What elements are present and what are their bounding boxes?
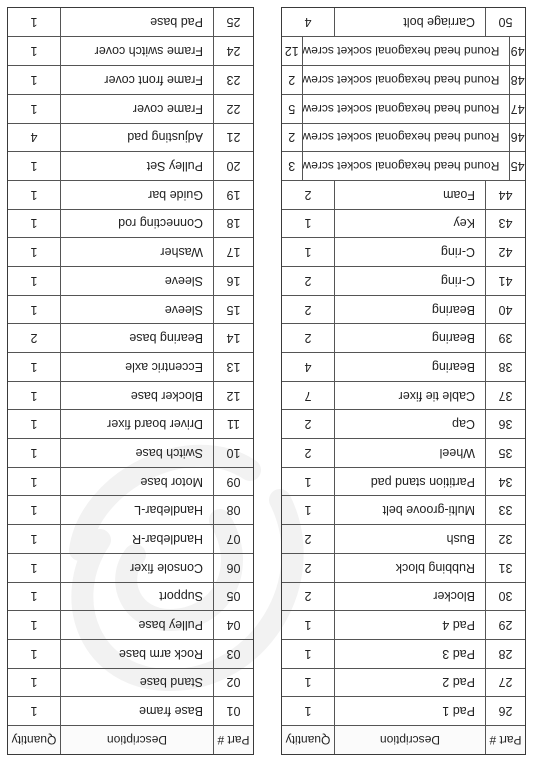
quantity-cell: 1 [304, 474, 312, 489]
description-cell: Round head hexagonal socket screw [302, 152, 510, 180]
table-row [8, 524, 253, 553]
table-body [8, 8, 253, 725]
part-number-cell: 07 [213, 525, 253, 553]
quantity-cell: 1 [30, 388, 38, 403]
table-row [8, 180, 253, 209]
table-row [282, 639, 525, 668]
part-number-cell: 06 [213, 554, 253, 582]
description-cell: Guide bar [60, 181, 213, 209]
quantity-cell: 4 [304, 15, 312, 30]
quantity-cell: 1 [30, 159, 38, 174]
description-cell: Wheel [334, 439, 485, 467]
part-number-cell: 03 [213, 640, 253, 668]
header-description: Description [60, 726, 213, 754]
quantity-cell: 1 [30, 273, 38, 288]
part-number-cell: 30 [485, 583, 525, 611]
part-number-cell: 15 [213, 296, 253, 324]
quantity-cell: 2 [304, 187, 312, 202]
table-row [8, 209, 253, 238]
description-cell: Round head hexagonal socket screw [302, 124, 510, 152]
description-cell: Sleeve [60, 296, 213, 324]
part-number-cell: 34 [485, 468, 525, 496]
description-cell: Bush [334, 525, 485, 553]
quantity-cell: 2 [304, 589, 312, 604]
table-row [8, 151, 253, 180]
table-row [282, 696, 525, 725]
quantity-cell: 1 [30, 417, 38, 432]
description-cell: Handlebar-R [60, 525, 213, 553]
part-number-cell: 21 [213, 124, 253, 152]
quantity-cell: 1 [30, 445, 38, 460]
part-number-cell: 31 [485, 554, 525, 582]
description-cell: Foam [334, 181, 485, 209]
header-quantity: Quantity [285, 733, 331, 747]
quantity-cell: 1 [30, 532, 38, 547]
header-part: Part # [213, 726, 253, 754]
part-number-cell: 49 [509, 38, 525, 66]
table-row [8, 381, 253, 410]
description-cell: Round head hexagonal socket screw [302, 66, 510, 94]
description-cell: Bearing base [60, 324, 213, 352]
part-number-cell: 47 [509, 95, 525, 123]
quantity-cell: 12 [284, 44, 299, 59]
quantity-cell: 2 [304, 445, 312, 460]
quantity-cell: 1 [304, 216, 312, 231]
part-number-cell: 33 [485, 497, 525, 525]
quantity-cell: 1 [30, 73, 38, 88]
description-cell: Pad 1 [334, 697, 485, 725]
table-row [8, 467, 253, 496]
part-number-cell: 11 [213, 410, 253, 438]
header-description: Description [334, 726, 485, 754]
table-row [282, 668, 525, 697]
table-row [282, 151, 525, 180]
table-row [282, 467, 525, 496]
part-number-cell: 48 [509, 66, 525, 94]
part-number-cell: 01 [213, 697, 253, 725]
table-row [282, 180, 525, 209]
part-number-cell: 44 [485, 181, 525, 209]
part-number-cell: 42 [485, 238, 525, 266]
description-cell: Bearing [334, 296, 485, 324]
part-number-cell: 08 [213, 497, 253, 525]
table-row [8, 352, 253, 381]
table-row [282, 496, 525, 525]
parts-table-2 [281, 7, 526, 755]
table-row [8, 582, 253, 611]
part-number-cell: 27 [485, 669, 525, 697]
part-number-cell: 28 [485, 640, 525, 668]
description-cell: Pad 4 [334, 611, 485, 639]
quantity-cell: 1 [30, 101, 38, 116]
description-cell: Cable tie fixer [334, 382, 485, 410]
table-row [8, 266, 253, 295]
part-number-cell: 43 [485, 210, 525, 238]
description-cell: Round head hexagonal socket screw [302, 38, 510, 66]
description-cell: Motor base [60, 468, 213, 496]
description-cell: Key [334, 210, 485, 238]
quantity-cell: 1 [30, 503, 38, 518]
description-cell: Driver board fixer [60, 410, 213, 438]
part-number-cell: 26 [485, 697, 525, 725]
quantity-cell: 1 [30, 675, 38, 690]
quantity-cell: 1 [30, 589, 38, 604]
description-cell: C-ring [334, 238, 485, 266]
quantity-cell: 2 [304, 532, 312, 547]
quantity-cell: 1 [30, 44, 38, 59]
quantity-cell: 1 [304, 503, 312, 518]
part-number-cell: 20 [213, 152, 253, 180]
description-cell: Frame front cover [60, 66, 213, 94]
part-number-cell: 05 [213, 583, 253, 611]
description-cell: Console fixer [60, 554, 213, 582]
description-cell: Rock arm base [60, 640, 213, 668]
table-row [8, 295, 253, 324]
description-cell: Partition stand pad [334, 468, 485, 496]
table-row [8, 94, 253, 123]
table-row [8, 668, 253, 697]
description-cell: Base frame [60, 697, 213, 725]
table-row [282, 409, 525, 438]
part-number-cell: 17 [213, 238, 253, 266]
quantity-cell: 1 [304, 618, 312, 633]
description-cell: Blocker [334, 583, 485, 611]
part-number-cell: 45 [509, 152, 525, 180]
table-row [282, 381, 525, 410]
quantity-cell: 1 [30, 646, 38, 661]
table-row [282, 553, 525, 582]
table-row [282, 94, 525, 123]
header-quantity: Quantity [11, 733, 57, 747]
table-row [282, 295, 525, 324]
table-row [282, 37, 525, 66]
quantity-cell: 2 [288, 130, 296, 145]
quantity-cell: 4 [304, 359, 312, 374]
table-row [8, 496, 253, 525]
table-row [282, 323, 525, 352]
description-cell: Support [60, 583, 213, 611]
description-cell: Cap [334, 410, 485, 438]
quantity-cell: 1 [30, 474, 38, 489]
quantity-cell: 4 [30, 130, 38, 145]
quantity-cell: 1 [30, 618, 38, 633]
part-number-cell: 25 [213, 8, 253, 37]
table-row [8, 123, 253, 152]
quantity-cell: 2 [304, 417, 312, 432]
quantity-cell: 1 [30, 216, 38, 231]
table-row [8, 639, 253, 668]
table-row [282, 610, 525, 639]
table-body [282, 8, 525, 725]
table-row [282, 524, 525, 553]
description-cell: Pad 2 [334, 669, 485, 697]
description-cell: C-ring [334, 267, 485, 295]
part-number-cell: 40 [485, 296, 525, 324]
part-number-cell: 12 [213, 382, 253, 410]
description-cell: Adjusting pad [60, 124, 213, 152]
part-number-cell: 37 [485, 382, 525, 410]
part-number-cell: 09 [213, 468, 253, 496]
description-cell: Eccentric axle [60, 353, 213, 381]
quantity-cell: 1 [304, 245, 312, 260]
description-cell: Blocker base [60, 382, 213, 410]
table-row [282, 352, 525, 381]
quantity-cell: 2 [304, 560, 312, 575]
quantity-cell: 1 [30, 704, 38, 719]
description-cell: Switch base [60, 439, 213, 467]
part-number-cell: 02 [213, 669, 253, 697]
description-cell: Handlebar-L [60, 497, 213, 525]
description-cell: Pulley Set [60, 152, 213, 180]
table-row [8, 696, 253, 725]
part-number-cell: 16 [213, 267, 253, 295]
part-number-cell: 35 [485, 439, 525, 467]
part-number-cell: 14 [213, 324, 253, 352]
quantity-cell: 2 [288, 73, 296, 88]
quantity-cell: 1 [304, 675, 312, 690]
table-row [282, 438, 525, 467]
part-number-cell: 04 [213, 611, 253, 639]
description-cell: Frame switch cover [60, 38, 213, 66]
description-cell: Washer [60, 238, 213, 266]
part-number-cell: 50 [485, 8, 525, 37]
quantity-cell: 1 [30, 302, 38, 317]
table-row [282, 209, 525, 238]
table-row [8, 323, 253, 352]
quantity-cell: 5 [288, 101, 296, 116]
quantity-cell: 2 [304, 331, 312, 346]
description-cell: Round head hexagonal socket screw [302, 95, 510, 123]
description-cell: Bearing [334, 353, 485, 381]
table-row [8, 37, 253, 66]
header-part: Part # [485, 726, 525, 754]
table-row [282, 8, 525, 37]
part-number-cell: 38 [485, 353, 525, 381]
description-cell: Pulley base [60, 611, 213, 639]
table-row [8, 438, 253, 467]
table-row [8, 610, 253, 639]
quantity-cell: 2 [30, 331, 38, 346]
description-cell: Carriage bolt [334, 8, 485, 37]
part-number-cell: 13 [213, 353, 253, 381]
description-cell: Rubbing block [334, 554, 485, 582]
part-number-cell: 36 [485, 410, 525, 438]
quantity-cell: 1 [30, 560, 38, 575]
table-row [282, 582, 525, 611]
part-number-cell: 10 [213, 439, 253, 467]
description-cell: Bearing [334, 324, 485, 352]
description-cell: Connecting rod [60, 210, 213, 238]
part-number-cell: 19 [213, 181, 253, 209]
part-number-cell: 18 [213, 210, 253, 238]
part-number-cell: 39 [485, 324, 525, 352]
quantity-cell: 3 [288, 159, 296, 174]
description-cell: Frame cover [60, 95, 213, 123]
table-header [282, 725, 525, 754]
part-number-cell: 46 [509, 124, 525, 152]
part-number-cell: 23 [213, 66, 253, 94]
part-number-cell: 41 [485, 267, 525, 295]
quantity-cell: 1 [30, 15, 38, 30]
table-row [282, 237, 525, 266]
table-row [8, 237, 253, 266]
quantity-cell: 1 [30, 187, 38, 202]
parts-table-1 [7, 7, 254, 755]
table-row [8, 409, 253, 438]
table-header [8, 725, 253, 754]
table-row [8, 8, 253, 37]
table-row [8, 65, 253, 94]
quantity-cell: 1 [30, 245, 38, 260]
quantity-cell: 2 [304, 302, 312, 317]
description-cell: Stand base [60, 669, 213, 697]
table-row [8, 553, 253, 582]
table-row [282, 123, 525, 152]
table-row [282, 266, 525, 295]
quantity-cell: 1 [30, 359, 38, 374]
description-cell: Pad base [60, 8, 213, 37]
quantity-cell: 2 [304, 273, 312, 288]
description-cell: Sleeve [60, 267, 213, 295]
quantity-cell: 7 [304, 388, 312, 403]
table-row [282, 65, 525, 94]
description-cell: Multi-groove belt [334, 497, 485, 525]
quantity-cell: 1 [304, 646, 312, 661]
quantity-cell: 1 [304, 704, 312, 719]
part-number-cell: 29 [485, 611, 525, 639]
description-cell: Pad 3 [334, 640, 485, 668]
part-number-cell: 24 [213, 38, 253, 66]
part-number-cell: 32 [485, 525, 525, 553]
part-number-cell: 22 [213, 95, 253, 123]
